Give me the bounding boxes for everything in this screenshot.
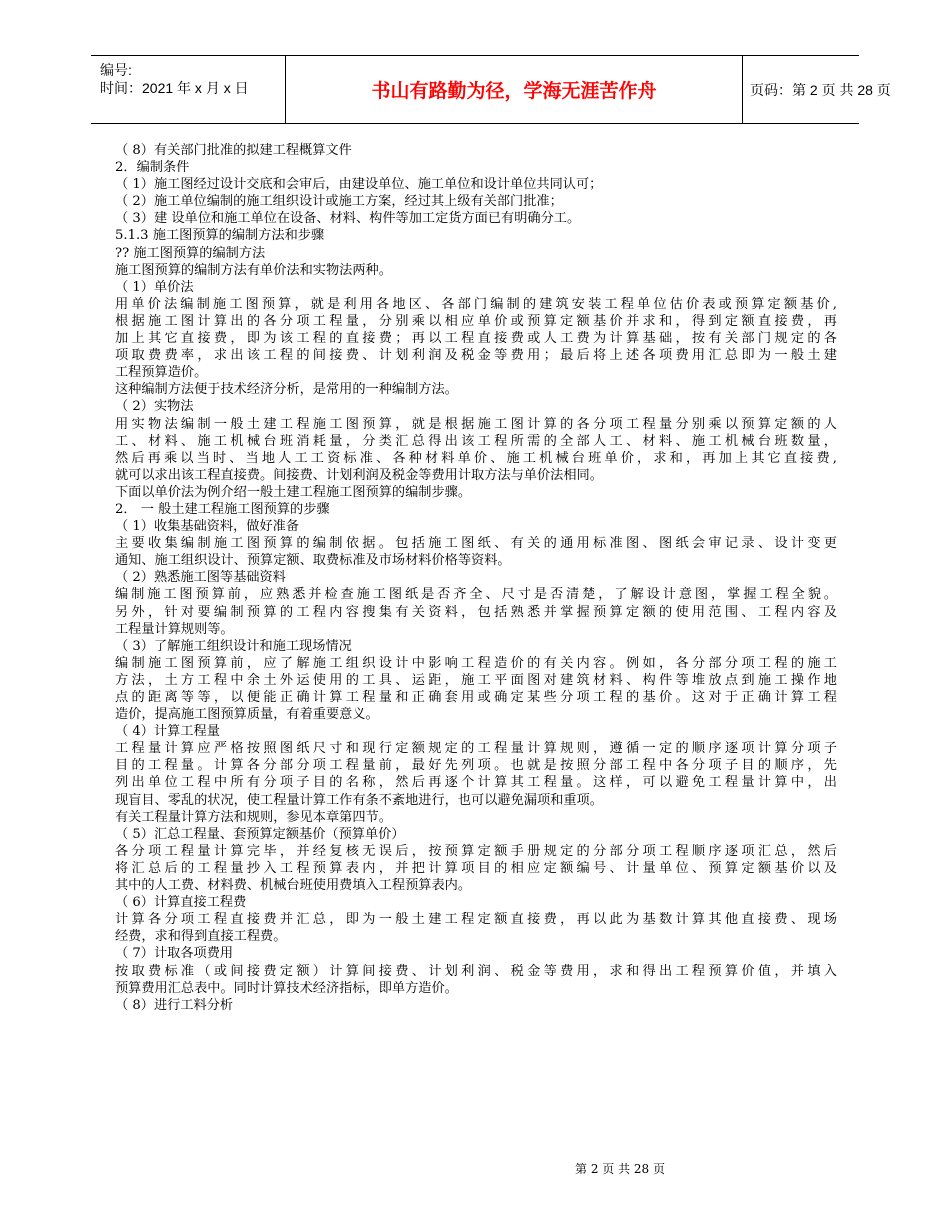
serial-number-label: 编号: [100,62,132,78]
text-line: （ 1）收集基础资料，做好准备 [115,519,300,535]
text-line: （ 7）计取各项费用 [115,946,234,962]
text-line: 就可以求出该工程直接费。间接费、计划利润及税金等费用计取方法与单价法相同。 [115,467,603,483]
text-line: 工、材料、施工机械台班消耗量，分类汇总得出该工程所需的全部人工、材料、施工机械台班数量， [115,433,837,449]
text-line: 5.1.3 施工图预算的编制方法和步骤 [115,228,325,244]
text-line: 根据施工图计算出的各分项工程量，分别乘以相应单价或预算定额基价并求和，得到定额直接费，再 [115,313,837,329]
text-line: （ 2）熟悉施工图等基础资料 [115,570,286,586]
text-line: 加上其它直接费，即为该工程的直接费；再以工程直接费或人工费为计算基础，按有关部门规定的各 [115,331,837,347]
text-line: （ 1）单价法 [115,279,194,295]
text-line: 其中的人工费、材料费、机械台班使用费填入工程预算表内。 [115,878,472,894]
text-line: 通知、施工组织设计、预算定额、取费标准及市场材料价格等资料。 [115,553,511,569]
text-line: 造价，提高施工图预算质量，有着重要意义。 [115,707,379,723]
document-body [115,142,837,1014]
text-line: 用实物法编制一般土建工程施工图预算，就是根据施工图计算的各分项工程量分别乘以预算定额的人 [115,416,837,432]
text-line: （ 8）有关部门批准的拟建工程概算文件 [115,143,352,158]
text-line: 然后再乘以当时、当地人工工资标准、各种材料单价、施工机械台班单价，求和，再加上其它直接费, [115,450,837,466]
text-line: 目的工程量。计算各分部分项工程量前，最好先列项。也就是按照分部工程中各分项子目的顺序，先 [115,758,837,774]
text-line: （ 2）实物法 [115,399,194,415]
text-line: （ 6）计算直接工程费 [115,895,247,911]
text-line: 2．编制条件 [115,160,190,176]
text-line: 用单价法编制施工图预算，就是利用各地区、各部门编制的建筑安装工程单位估价表或预算定额基价, [115,296,837,312]
header-page-cell [742,56,891,123]
text-line: （ 3）了解施工组织设计和施工现场情况 [115,638,352,654]
header-motto-cell [285,56,743,123]
page-header [91,55,891,124]
text-line: 计算各分项工程直接费并汇总，即为一般土建工程定额直接费，再以此为基数计算其他直接费、现场 [115,912,837,928]
text-line: （ 8）进行工料分析 [115,997,234,1013]
text-line: （ 3）建 设单位和施工单位在设备、材料、构件等加工定货方面已有明确分工。 [115,211,581,227]
text-line: （ 5）汇总工程量、套预算定额基价（预算单价） [115,826,405,842]
text-line: 预算费用汇总表中。同时计算技术经济指标，即单方造价。 [115,980,458,996]
text-line: 2． 一 般土建工程施工图预算的步骤 [115,501,330,517]
footer-page-number: 第 2 页 共 28 页 [575,1162,665,1176]
text-line: 下面以单价法为例介绍一般土建工程施工图预算的编制步骤。 [115,484,472,500]
text-line: ?? 施工图预算的编制方法 [115,245,266,261]
text-line: 现盲目、零乱的状况，使工程量计算工作有条不紊地进行，也可以避免漏项和重项。 [115,792,603,808]
text-line: 工程量计算应严格按照图纸尺寸和现行定额规定的工程量计算规则，遵循一定的顺序逐项计算分项子 [115,741,837,757]
text-line: 工程预算造价。 [115,365,208,381]
header-page-number: 页码：第 2 页 共 28 页 [750,81,891,98]
text-line: 编制施工图预算前，应熟悉并检查施工图纸是否齐全、尺寸是否清楚，了解设计意图，掌握工程全貌。 [115,587,837,603]
text-line: 按取费标准（或间接费定额）计算间接费、计划利润、税金等费用，求和得出工程预算价值，并填入 [115,963,837,979]
page-footer [0,1158,950,1177]
text-line: 编制施工图预算前，应了解施工组织设计中影响工程造价的有关内容。例如，各分部分项工程的施工 [115,655,837,671]
text-line: （ 4）计算工程量 [115,724,220,740]
text-line: 项取费费率，求出该工程的间接费、计划利润及税金等费用；最后将上述各项费用汇总即为一般土建 [115,348,837,364]
text-line: 另外，针对要编制预算的工程内容搜集有关资料，包括熟悉并掌握预算定额的使用范围、工程内容及 [115,604,837,620]
text-line: （ 1）施工图经过设计交底和会审后，由建设单位、施工单位和设计单位共同认可； [115,177,603,193]
header-meta [91,56,285,123]
text-line: 点的距离等等，以便能正确计算工程量和正确套用或确定某些分项工程的基价。这对于正确计算工程 [115,690,837,705]
text-line: 这种编制方法便于技术经济分析，是常用的一种编制方法。 [115,382,458,398]
text-line: 经费，求和得到直接工程费。 [115,929,287,945]
text-line: 方法，土方工程中余土外运使用的工具、运距，施工平面图对建筑材料、构件等堆放点到施工操作地 [115,672,837,688]
text-line: 将汇总后的工程量抄入工程预算表内，并把计算项目的相应定额编号、计量单位、预算定额基价以及 [115,860,837,876]
motto: 书山有路勤为径，学海无涯苦作舟 [371,80,657,102]
text-line: 列出单位工程中所有分项子目的名称，然后再逐个计算其工程量。这样，可以避免工程量计算中，出 [115,775,837,791]
text-line: 主要收集编制施工图预算的编制依据。包括施工图纸、有关的通用标准图、图纸会审记录、设计变更 [115,536,837,552]
text-line: （ 2）施工单位编制的施工组织设计或施工方案，经过其上级有关部门批准； [115,194,563,210]
date-label: 时间：2021 年 x 月 x 日 [100,80,249,96]
text-line: 各分项工程量计算完毕，并经复核无误后，按预算定额手册规定的分部分项工程顺序逐项汇总，然后 [115,843,837,859]
text-line: 施工图预算的编制方法有单价法和实物法两种。 [115,262,392,278]
text-line: 有关工程量计算方法和规则，参见本章第四节。 [115,809,392,825]
text-line: 工程量计算规则等。 [115,621,234,637]
